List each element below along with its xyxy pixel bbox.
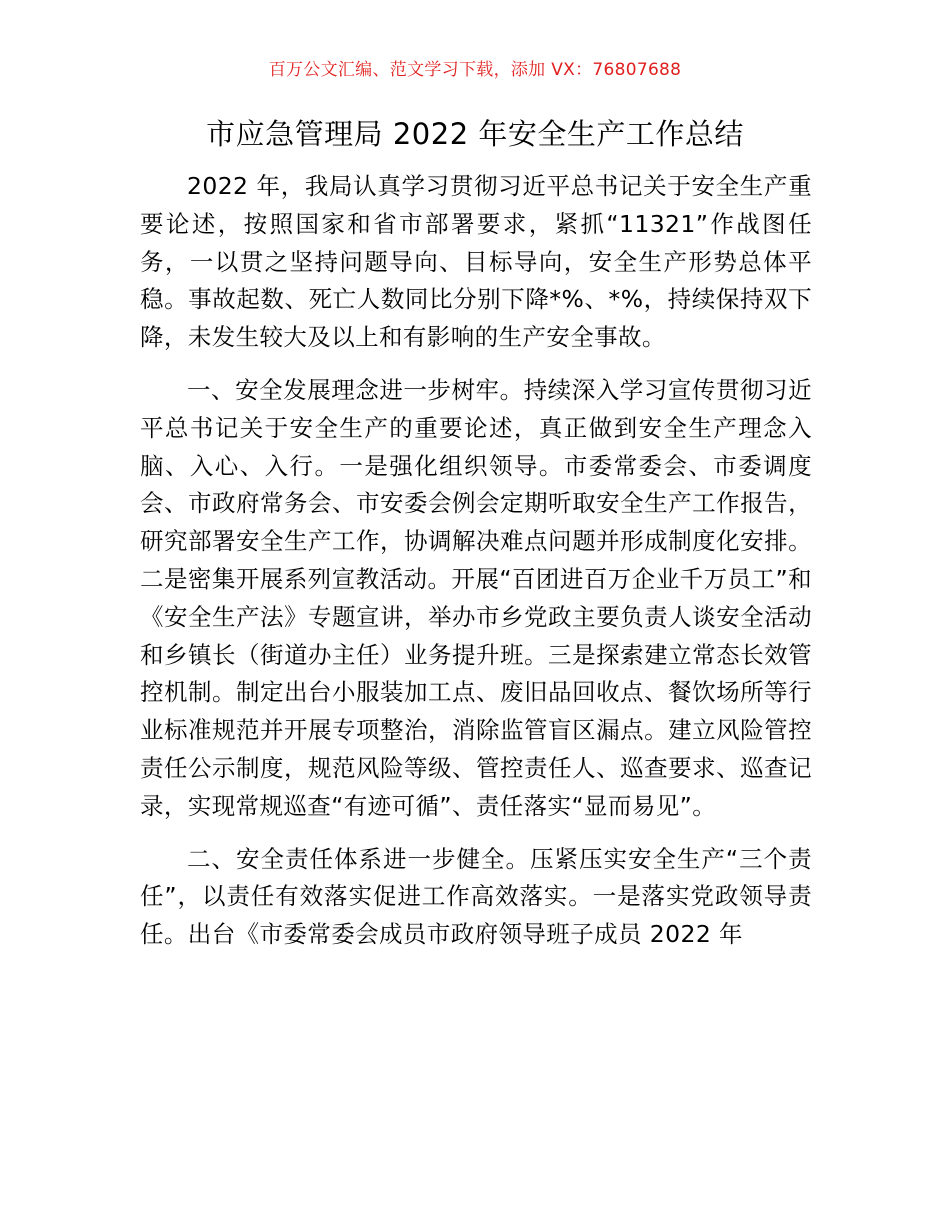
paragraph-intro: 2022 年，我局认真学习贯彻习近平总书记关于安全生产重要论述，按照国家和省市部署要求，紧抓“11321”作战图任务，一以贯之坚持问题导向、目标导向，安全生产形势总体平稳。事故起数、死亡人数同比分别下降*%、*%，持续保持双下降，未发生较大及以上和有影响的生产安全事故。: [140, 172, 812, 352]
document-body: [140, 168, 812, 954]
paragraph-section-2: 二、安全责任体系进一步健全。压紧压实安全生产“三个责任”，以责任有效落实促进工作高效落实。一是落实党政领导责任。出台《市委常委会成员市政府领导班子成员 2022 年: [140, 844, 812, 949]
document-title: 市应急管理局 2022 年安全生产工作总结: [206, 117, 744, 151]
paragraph-section-1: 一、安全发展理念进一步树牢。持续深入学习宣传贯彻习近平总书记关于安全生产的重要论述，真正做到安全生产理念入脑、入心、入行。一是强化组织领导。市委常委会、市委调度会、市政府常务会、市安委会例会定期听取安全生产工作报告，研究部署安全生产工作，协调解决难点问题并形成制度化安排。二是密集开展系列宣教活动。开展“百团进百万企业千万员工”和《安全生产法》专题宣讲，举办市乡党政主要负责人谈安全活动和乡镇长（街道办主任）业务提升班。三是探索建立常态长效管控机制。制定出台小服装加工点、废旧品回收点、餐饮场所等行业标准规范并开展专项整治，消除监管盲区漏点。建立风险管控责任公示制度，规范风险等级、管控责任人、巡查要求、巡查记录，实现常规巡查“有迹可循”、责任落实“显而易见”。: [140, 375, 812, 820]
header-watermark: 百万公文汇编、范文学习下载，添加 VX：76807688: [268, 60, 682, 80]
